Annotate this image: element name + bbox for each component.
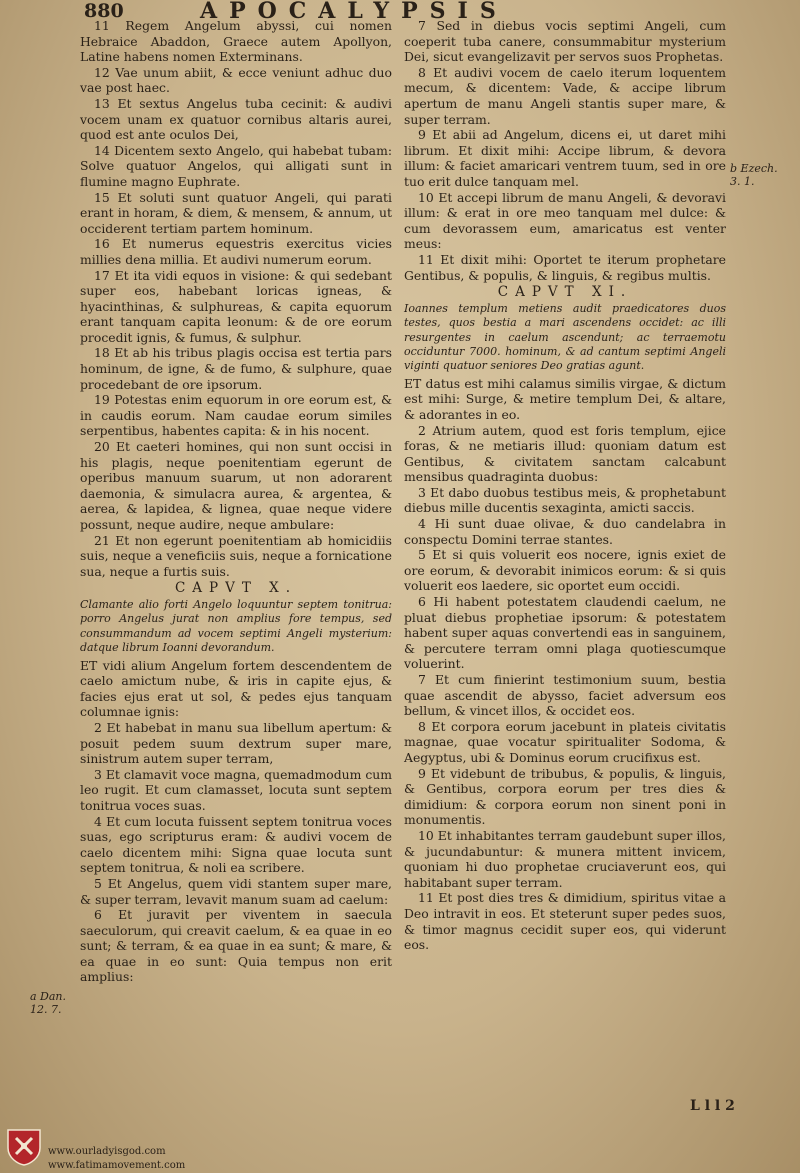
verse: 9 Et abii ad Angelum, dicens ei, ut daret mihi librum. Et dixit mihi: Accipe librum, & devora illum: & faciet amaricari ventrem tuum, sed in ore tuo erit dulce tanquam mel. xyxy=(404,127,726,189)
verse: 2 Et habebat in manu sua libellum apertum: & posuit pedem suum dextrum super mare, sinistrum autem super terram, xyxy=(80,719,392,767)
verse: 10 Et inhabitantes terram gaudebunt super illos, & jucundabuntur: & munera mittent invicem, quoniam hi duo prophetae cruciaverunt eos, qui habitabant super terram. xyxy=(404,827,726,890)
verse: 6 Et juravit per viventem in saecula saeculorum, qui creavit caelum, & ea quae in eo sunt; & terram, & ea quae in ea sunt; & mare, & ea quae in eo sunt: Quia tempus non erit amplius: xyxy=(80,907,392,985)
verse: 16 Et numerus equestris exercitus vicies millies dena millia. Et audivi numerum eorum. xyxy=(80,236,392,267)
verse: 21 Et non egerunt poenitentiam ab homicidiis suis, neque a veneficiis suis, neque a fornicatione sua, neque a furtis suis. xyxy=(80,532,392,579)
verse: 18 Et ab his tribus plagis occisa est tertia pars hominum, de igne, & de fumo, & sulphure, quae procedebant de ore ipsorum. xyxy=(80,345,392,392)
verse: 10 Et accepi librum de manu Angeli, & devoravi illum: & erat in ore meo tanquam mel dulce: & cum devorassem eum, amaricatus est venter meus: xyxy=(404,189,726,252)
margin-note-dan: a Dan. 12. 7. xyxy=(30,990,67,1016)
verse: 5 Et Angelus, quem vidi stantem super mare, & super terram, levavit manum suam ad caelum: xyxy=(80,875,392,907)
footer-site-2[interactable]: www.fatimamovement.com xyxy=(48,1160,186,1171)
margin-note-ezek: b Ezech. 3. 1. xyxy=(730,162,778,188)
chapter-heading: CAPVT X. xyxy=(174,580,298,597)
verse: 3 Et clamavit voce magna, quemadmodum cum leo rugit. Et cum clamasset, locuta sunt septem tonitrua voces suas. xyxy=(80,766,392,813)
verse: 11 Regem Angelum abyssi, cui nomen Hebraice Abaddon, Graece autem Apollyon, Latine habens nomen Exterminans. xyxy=(80,18,392,65)
page-number: 880 xyxy=(84,0,124,22)
running-title: APOCALYPSIS xyxy=(200,0,508,24)
verse: 5 Et si quis voluerit eos nocere, ignis exiet de ore eorum, & devorabit inimicos eorum: & si quis voluerit eos laedere, sic oportet eum occidi. xyxy=(404,547,726,594)
verse: 20 Et caeteri homines, qui non sunt occisi in his plagis, neque poenitentiam egerunt de operibus manuum suarum, ut non adorarent daemonia, & simulacra aurea, & argentea, & aerea, & lapidea, & lignea, quae neque videre possunt, neque audire, neque ambulare: xyxy=(80,439,392,532)
verse: 4 Hi sunt duae olivae, & duo candelabra in conspectu Domini terrae stantes. xyxy=(404,516,726,547)
verse: 11 Et post dies tres & dimidium, spiritus vitae a Deo intravit in eos. Et steterunt super pedes suos, & timor magnus cecidit super eos, qui viderunt eos. xyxy=(404,890,726,953)
verse: 9 Et videbunt de tribubus, & populis, & linguis, & Gentibus, corpora eorum per tres dies & dimidium: & corpora eorum non sinent poni in monumentis. xyxy=(404,765,726,828)
footer-site-1[interactable]: www.ourladyisgod.com xyxy=(48,1146,166,1157)
verse: 15 Et soluti sunt quatuor Angeli, qui parati erant in horam, & diem, & mensem, & annum, ut occiderent tertiam partem hominum. xyxy=(80,189,392,236)
chapter-heading: CAPVT XI. xyxy=(497,284,633,301)
chapter-summary: Clamante alio forti Angelo loquuntur septem tonitrua: porro Angelus jurat non amplius fore tempus, sed consummandum ad vocem septimi Angeli mysterium: datque librum Ioanni devorandum. xyxy=(80,597,392,655)
verse: 2 Atrium autem, quod est foris templum, ejice foras, & ne metiaris illud: quoniam datum est Gentibus, & civitatem sanctam calcabunt mensibus quadraginta duobus: xyxy=(404,422,726,485)
chapter-first-verse: ET datus est mihi calamus similis virgae, & dictum est mihi: Surge, & metire templum Dei, & altare, & adorantes in eo. xyxy=(404,375,726,422)
chapter-summary: Ioannes templum metiens audit praedicatores duos testes, quos bestia a mari ascendens occidet: ac illi resurgentes in caelum ascendunt; ac terraemotu occiduntur 7000. hominum, & ad cantum septimi Angeli viginti quatuor seniores Deo gratias agunt. xyxy=(404,301,726,373)
verse: 7 Sed in diebus vocis septimi Angeli, cum coeperit tuba canere, consummabitur mysterium Dei, sicut evangelizavit per servos suos Prophetas. xyxy=(404,18,726,65)
verse: 11 Et dixit mihi: Oportet te iterum prophetare Gentibus, & populis, & linguis, & regibus multis. xyxy=(404,251,726,283)
verse: 12 Vae unum abiit, & ecce veniunt adhuc duo vae post haec. xyxy=(80,64,392,96)
right-column xyxy=(404,18,726,953)
verse: 6 Hi habent potestatem claudendi caelum, ne pluat diebus prophetiae ipsorum: & potestatem habent super aquas convertendi eas in sanguinem, & percutere terram omni plaga quotiescumque voluerint. xyxy=(404,594,726,672)
verse: 4 Et cum locuta fuissent septem tonitrua voces suas, ego scripturus eram: & audivi vocem de caelo dicentem mihi: Signa quae locuta sunt septem tonitrua, & noli ea scribere. xyxy=(80,813,392,876)
verse: 8 Et audivi vocem de caelo iterum loquentem mecum, & dicentem: Vade, & accipe librum apertum de manu Angeli stantis super mare, & super terram. xyxy=(404,64,726,127)
verse: 3 Et dabo duobus testibus meis, & prophetabunt diebus mille ducentis sexaginta, amicti saccis. xyxy=(404,484,726,516)
verse: 7 Et cum finierint testimonium suum, bestia quae ascendit de abysso, faciet adversum eos bellum, & vincet illos, & occidet eos. xyxy=(404,672,726,719)
verse: 13 Et sextus Angelus tuba cecinit: & audivi vocem unam ex quatuor cornibus altaris aurei, quod est ante oculos Dei, xyxy=(80,95,392,143)
left-column xyxy=(80,18,392,985)
verse: 19 Potestas enim equorum in ore eorum est, & in caudis eorum. Nam caudae eorum similes serpentibus, habentes capita: & in his nocent. xyxy=(80,392,392,439)
verse: 17 Et ita vidi equos in visione: & qui sedebant super eos, habebant loricas igneas, & hyacinthinas, & sulphureas, & capita equorum erant tanquam capita leonum: & de ore eorum procedit ignis, & fumus, & sulphur. xyxy=(80,267,392,345)
verse: 8 Et corpora eorum jacebunt in plateis civitatis magnae, quae vocatur spiritualiter Sodoma, & Aegyptus, ubi & Dominus eorum crucifixus est. xyxy=(404,718,726,765)
coat-of-arms-logo xyxy=(6,1128,42,1166)
signature-mark: L l l 2 xyxy=(690,1098,735,1114)
chapter-first-verse: ET vidi alium Angelum fortem descendentem de caelo amictum nube, & iris in capite ejus, & facies ejus erat ut sol, & pedes ejus tanquam columnae ignis: xyxy=(80,657,392,720)
verse: 14 Dicentem sexto Angelo, qui habebat tubam: Solve quatuor Angelos, qui alligati sunt in flumine magno Euphrate. xyxy=(80,142,392,189)
